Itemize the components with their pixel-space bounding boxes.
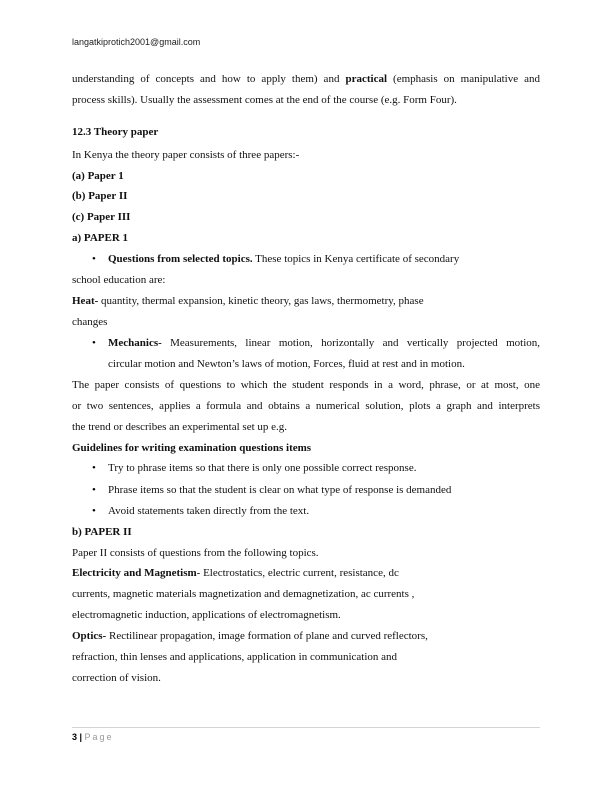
text: These topics in Kenya certificate of secondary bbox=[252, 253, 460, 265]
paper-list-item: (c) Paper III bbox=[72, 211, 131, 223]
text-line: circular motion and Newton’s laws of motion, Forces, fluid at rest and in motion. bbox=[108, 358, 465, 370]
paper-list-item: (b) Paper II bbox=[72, 190, 128, 202]
page-label: Page bbox=[84, 732, 114, 742]
text-line: The paper consists of questions to which the student responds in a word, phrase, or at most, one bbox=[72, 379, 540, 391]
text-line: refraction, thin lenses and applications, application in communication and bbox=[72, 651, 398, 663]
bullet-icon: • bbox=[92, 462, 96, 474]
text: - Electrostatics, electric current, resistance, dc bbox=[196, 567, 399, 579]
bullet-icon: • bbox=[92, 505, 96, 517]
paper1-heading: a) PAPER 1 bbox=[72, 232, 129, 244]
text: quantity, thermal expansion, kinetic theory, gas laws, thermometry, phase bbox=[98, 295, 424, 307]
text-line: currents, magnetic materials magnetization and demagnetization, ac currents , bbox=[72, 588, 415, 600]
bold-text: Heat- bbox=[72, 295, 99, 307]
page-number: 3 bbox=[72, 732, 78, 742]
text: understanding of concepts and how to apply them) and bbox=[72, 73, 346, 85]
page-footer bbox=[72, 732, 114, 742]
text: Measurements, linear motion, horizontally and vertically projected motion, bbox=[161, 337, 540, 349]
text: (emphasis on manipulative and bbox=[387, 73, 540, 85]
bold-text: Questions from selected topics. bbox=[108, 253, 253, 265]
text-line: or two sentences, applies a formula and obtains a numerical solution, plots a graph and interprets bbox=[72, 400, 540, 412]
footer-divider bbox=[72, 727, 540, 728]
bold-text: Optics- bbox=[72, 630, 107, 642]
text-line: electromagnetic induction, applications of electromagnetism. bbox=[72, 609, 341, 621]
electricity-topics bbox=[72, 567, 399, 580]
footer-separator: | bbox=[77, 732, 85, 742]
intro-line-1 bbox=[72, 73, 540, 86]
paper-list-item: (a) Paper 1 bbox=[72, 170, 124, 182]
text-line: school education are: bbox=[72, 274, 166, 286]
bullet-icon: • bbox=[92, 337, 96, 349]
text-line: changes bbox=[72, 316, 108, 328]
text-line: the trend or describes an experimental set up e.g. bbox=[72, 421, 288, 433]
mechanics-topics bbox=[108, 337, 540, 350]
intro-line-2: process skills). Usually the assessment comes at the end of the course (e.g. Form Four). bbox=[72, 94, 457, 106]
bold-text: practical bbox=[345, 73, 388, 85]
guideline-item: Phrase items so that the student is clear on what type of response is demanded bbox=[108, 484, 452, 496]
guideline-item: Avoid statements taken directly from the text. bbox=[108, 505, 310, 517]
guideline-item: Try to phrase items so that there is only one possible correct response. bbox=[108, 462, 417, 474]
paper2-heading: b) PAPER II bbox=[72, 526, 132, 538]
guidelines-heading: Guidelines for writing examination questions items bbox=[72, 442, 312, 454]
optics-topics bbox=[72, 630, 428, 643]
section-heading: 12.3 Theory paper bbox=[72, 126, 159, 138]
section-intro: In Kenya the theory paper consists of three papers:- bbox=[72, 149, 300, 161]
text-line: correction of vision. bbox=[72, 672, 161, 684]
heat-topics bbox=[72, 295, 424, 308]
bold-text: Mechanics- bbox=[108, 337, 162, 349]
bullet-item bbox=[108, 253, 459, 266]
bullet-icon: • bbox=[92, 484, 96, 496]
header-email: langatkiprotich2001@gmail.com bbox=[72, 37, 201, 47]
text: Rectilinear propagation, image formation of plane and curved reflectors, bbox=[106, 630, 428, 642]
paper2-intro: Paper II consists of questions from the following topics. bbox=[72, 547, 319, 559]
bold-text: Electricity and Magnetism bbox=[72, 567, 197, 579]
bullet-icon: • bbox=[92, 253, 96, 265]
